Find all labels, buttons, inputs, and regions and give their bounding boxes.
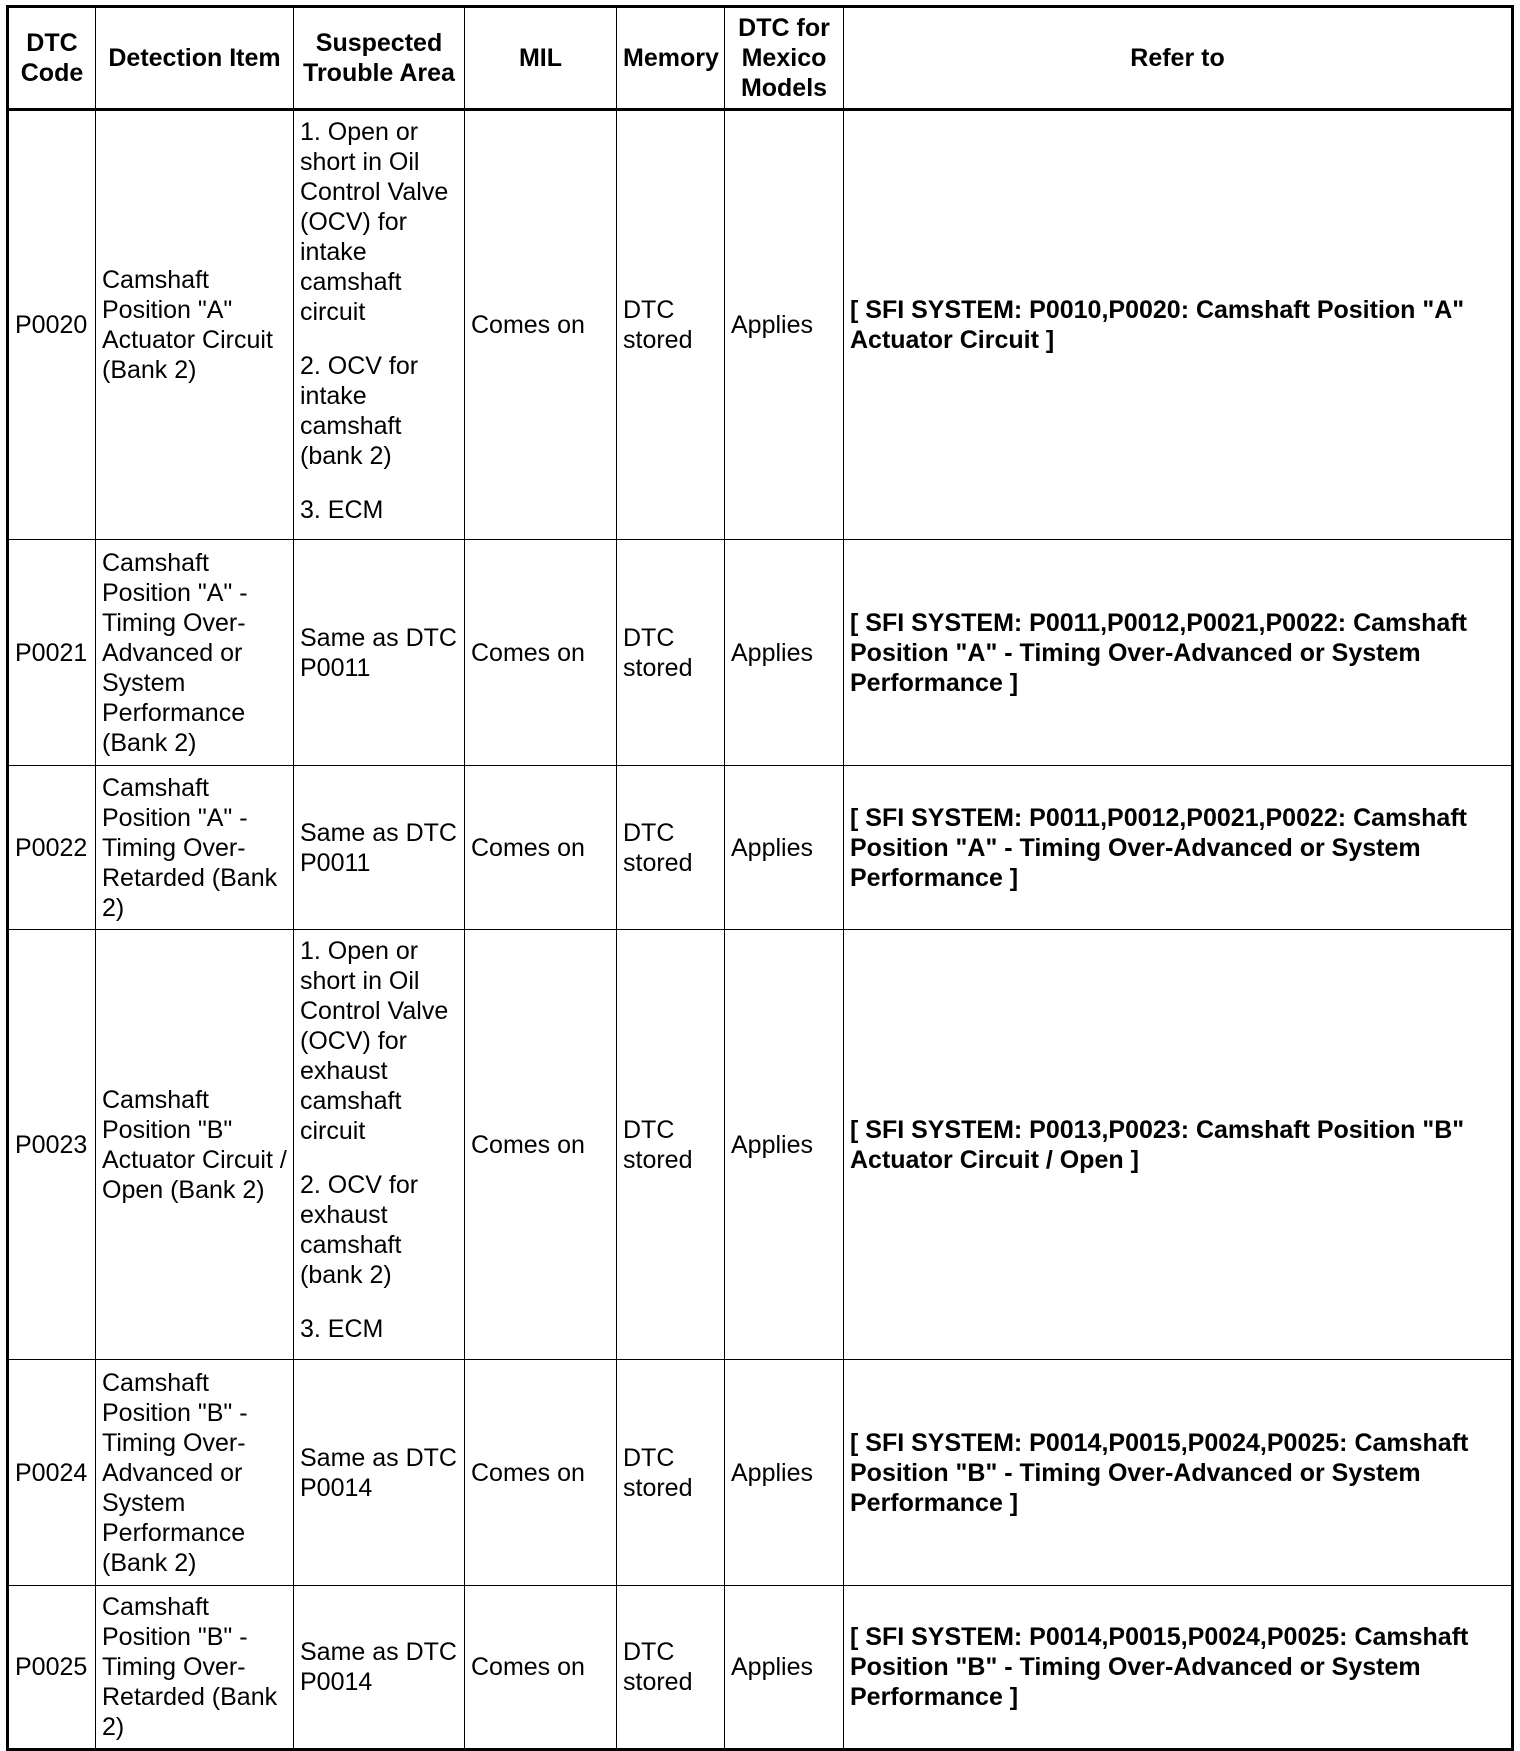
header-mil: MIL (465, 7, 617, 110)
trouble-area-item: 1. Open or short in Oil Control Valve (OCV) for exhaust camshaft circuit (300, 937, 449, 1145)
table-body (8, 110, 1513, 1750)
mexico-applies-cell: Applies (725, 766, 844, 930)
mexico-applies-cell: Applies (725, 1586, 844, 1750)
trouble-area-item: 3. ECM (300, 1315, 384, 1343)
dtc-code-cell: P0024 (8, 1360, 96, 1586)
refer-to-cell: [ SFI SYSTEM: P0014,P0015,P0024,P0025: Camshaft Position "B" - Timing Over-Advanced or System Performance ] (844, 1360, 1513, 1586)
header-detection-item: Detection Item (96, 7, 294, 110)
dtc-code-cell: P0020 (8, 110, 96, 540)
detection-item-cell: Camshaft Position "B" - Timing Over-Advanced or System Performance (Bank 2) (96, 1360, 294, 1586)
detection-item-cell: Camshaft Position "A" Actuator Circuit (Bank 2) (96, 110, 294, 540)
header-dtc-for-mexico-models: DTC for Mexico Models (725, 7, 844, 110)
refer-to-cell: [ SFI SYSTEM: P0014,P0015,P0024,P0025: Camshaft Position "B" - Timing Over-Advanced or System Performance ] (844, 1586, 1513, 1750)
trouble-area-item: 1. Open or short in Oil Control Valve (OCV) for intake camshaft circuit (300, 118, 449, 326)
table-header (8, 7, 1513, 110)
trouble-area-cell (294, 1360, 465, 1586)
detection-item-cell: Camshaft Position "B" Actuator Circuit / Open (Bank 2) (96, 930, 294, 1360)
trouble-area-cell (294, 766, 465, 930)
dtc-code-cell: P0025 (8, 1586, 96, 1750)
detection-item-cell: Camshaft Position "A" - Timing Over-Retarded (Bank 2) (96, 766, 294, 930)
trouble-area-cell (294, 930, 465, 1360)
table-row (8, 110, 1513, 540)
mil-cell: Comes on (465, 540, 617, 766)
mexico-applies-cell: Applies (725, 110, 844, 540)
table-row (8, 540, 1513, 766)
trouble-area-item: Same as DTC P0014 (300, 1443, 457, 1502)
mil-cell: Comes on (465, 1360, 617, 1586)
memory-cell: DTC stored (617, 540, 725, 766)
mexico-applies-cell: Applies (725, 540, 844, 766)
header-suspected-trouble-area: Suspected Trouble Area (294, 7, 465, 110)
header-refer-to: Refer to (844, 7, 1513, 110)
refer-to-cell: [ SFI SYSTEM: P0011,P0012,P0021,P0022: Camshaft Position "A" - Timing Over-Advanced or System Performance ] (844, 540, 1513, 766)
memory-cell: DTC stored (617, 110, 725, 540)
trouble-area-item: 3. ECM (300, 496, 384, 524)
mil-cell: Comes on (465, 1586, 617, 1750)
table-row (8, 1360, 1513, 1586)
memory-cell: DTC stored (617, 1360, 725, 1586)
dtc-table (6, 5, 1514, 1751)
detection-item-cell: Camshaft Position "A" - Timing Over-Advanced or System Performance (Bank 2) (96, 540, 294, 766)
dtc-code-cell: P0023 (8, 930, 96, 1360)
trouble-area-item: Same as DTC P0011 (300, 623, 457, 682)
trouble-area-cell (294, 110, 465, 540)
memory-cell: DTC stored (617, 1586, 725, 1750)
memory-cell: DTC stored (617, 930, 725, 1360)
refer-to-cell: [ SFI SYSTEM: P0013,P0023: Camshaft Position "B" Actuator Circuit / Open ] (844, 930, 1513, 1360)
dtc-code-cell: P0022 (8, 766, 96, 930)
table-row (8, 766, 1513, 930)
mil-cell: Comes on (465, 766, 617, 930)
detection-item-cell: Camshaft Position "B" - Timing Over-Retarded (Bank 2) (96, 1586, 294, 1750)
dtc-code-cell: P0021 (8, 540, 96, 766)
trouble-area-item: Same as DTC P0011 (300, 818, 457, 877)
mil-cell: Comes on (465, 110, 617, 540)
table-row (8, 930, 1513, 1360)
refer-to-cell: [ SFI SYSTEM: P0011,P0012,P0021,P0022: Camshaft Position "A" - Timing Over-Advanced or System Performance ] (844, 766, 1513, 930)
header-dtc-code: DTC Code (8, 7, 96, 110)
trouble-area-item: Same as DTC P0014 (300, 1638, 457, 1696)
header-row (8, 7, 1513, 110)
table-row (8, 1586, 1513, 1750)
trouble-area-item: 2. OCV for exhaust camshaft (bank 2) (300, 1171, 419, 1289)
refer-to-cell: [ SFI SYSTEM: P0010,P0020: Camshaft Position "A" Actuator Circuit ] (844, 110, 1513, 540)
mil-cell: Comes on (465, 930, 617, 1360)
memory-cell: DTC stored (617, 766, 725, 930)
mexico-applies-cell: Applies (725, 1360, 844, 1586)
mexico-applies-cell: Applies (725, 930, 844, 1360)
header-memory: Memory (617, 7, 725, 110)
trouble-area-cell (294, 540, 465, 766)
trouble-area-cell (294, 1586, 465, 1750)
trouble-area-item: 2. OCV for intake camshaft (bank 2) (300, 352, 419, 470)
